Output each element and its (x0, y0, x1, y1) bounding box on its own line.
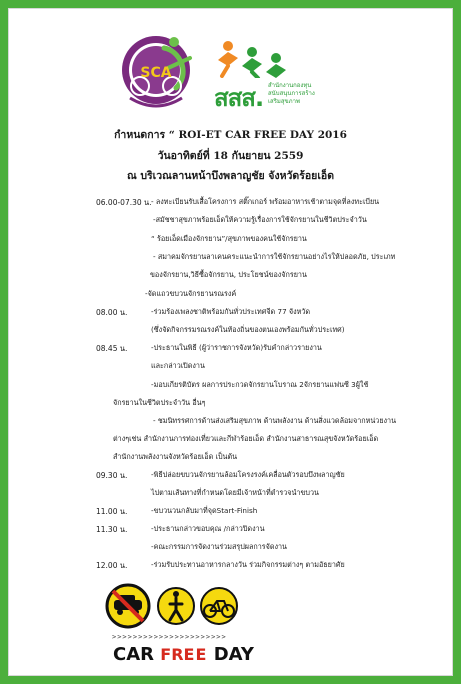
schedule-line: ต่างๆเช่น สำนักงานการท่องเที่ยวและกีฬาร้อยเอ็ด สำนักงานสาธารณสุขจังหวัดร้อยเอ็ด (113, 434, 379, 443)
sss-tagline: สำนักงานกองทุนสนับสนุนการสร้างเสริมสุขภาพ (268, 82, 315, 105)
schedule-line: จักรยานในชีวิตประจำวัน อื่นๆ (113, 398, 206, 407)
schedule-time: 09.30 น. (96, 471, 128, 480)
schedule-line: - สมาคมจักรยานลาเคนคระแนะนำการใช้จักรยานอย่างไรให้ปลอดภัย, ประเภท (153, 252, 396, 261)
event-venue: ณ บริเวณลานหน้าบึงพลาญชัย จังหวัดร้อยเอ็ด (126, 170, 335, 182)
pedestrian-icon (158, 588, 194, 624)
sca-logo-text: SCA (140, 65, 172, 81)
schedule-line: ไปตามเส้นทางที่กำหนดโดยมีเจ้าหน้าที่ตำรวจนำขบวน (151, 488, 319, 497)
sss-logo (214, 38, 332, 112)
schedule-line: - ลงทะเบียนรับเสื้อโครงการ สติ๊กเกอร์ พร้อมอาหารเช้าตามจุดที่ลงทะเบียน (151, 197, 380, 206)
schedule-time: 12.00 น. (96, 561, 128, 570)
schedule-line: (ซึ่งจัดกิจกรรมรณรงค์ในท้องถิ่นของตนเองพร้อมกันทั่วประเทศ) (151, 325, 345, 334)
event-date: วันอาทิตย์ที่ 18 กันยายน 2559 (157, 150, 304, 162)
schedule-line: -ขบวนวนกลับมาที่จุดStart-Finish (151, 506, 258, 515)
bicycle-icon (201, 588, 237, 624)
sss-figures-icon (214, 38, 332, 78)
schedule-line: -ประธานในพิธี (ผู้ว่าราชการจังหวัด)รับคำกล่าวรายงาน (151, 343, 322, 352)
schedule-line: -ร่วมรับประทานอาหารกลางวัน ร่วมกิจกรรมต่างๆ ตามอัธยาศัย (151, 560, 345, 569)
schedule-time: 11.00 น. (96, 507, 128, 516)
schedule-line: -คณะกรรมการจัดงานร่วมสรุปผลการจัดงาน (151, 542, 287, 551)
schedule-line: -ประธานกล่าวขอบคุณ /กล่าวปิดงาน (151, 524, 265, 533)
schedule-line: และกล่าวเปิดงาน (151, 361, 205, 370)
no-car-icon (107, 585, 149, 627)
schedule-line: “ ร้อยเอ็ดเมืองจักรยาน”/สุขภาพของคนใช้จักรยาน (151, 234, 307, 243)
car-free-day-icons (104, 582, 244, 632)
sss-logo-text: สสส. (214, 84, 264, 112)
schedule-line: -สมัชชาสุขภาพร้อยเอ็ดให้ความรู้เรื่องการใช้จักรยานในชีวิตประจำวัน (153, 215, 367, 224)
car-free-day-arrows: >>>>>>>>>>>>>>>>>>>>>> (112, 633, 227, 641)
wordmark-fr: FR (160, 645, 184, 664)
schedule-time: 11.30 น. (96, 525, 128, 534)
sca-logo (116, 28, 202, 110)
schedule-line: - ชมนิทรรศการด้านส่งเสริมสุขภาพ ด้านพลังงาน ด้านสิ่งแวดล้อมจากหน่วยงาน (153, 416, 397, 425)
schedule-time: 08.00 น. (96, 308, 128, 317)
schedule-time: 08.45 น. (96, 344, 128, 353)
schedule-time: 06.00-07.30 น. (96, 198, 152, 207)
schedule-line: -ร่วมร้องเพลงชาติพร้อมกันทั่วประเทศจีด 77 จังหวัด (151, 307, 311, 316)
schedule-title: กำหนดการ “ ROI-ET CAR FREE DAY 2016 (114, 129, 347, 141)
wordmark-day: DAY (213, 644, 254, 665)
wordmark-ee: EE (183, 645, 208, 664)
schedule-line: -มอบเกียรติบัตร ผลการประกวดจักรยานโบราณ 2จักรยานแฟนซี 3ผู้ใช้ (151, 380, 369, 389)
car-free-day-wordmark (113, 644, 254, 665)
schedule-line: -จัดแถวขบวนจักรยานรณรงค์ (145, 289, 237, 298)
schedule-line: -พิธีปล่อยขบวนจักรยานล้อมโครงรงค์เคลื่อนตัวรอบบึงพลาญชัย (151, 470, 345, 479)
wordmark-car: CAR (113, 644, 155, 665)
schedule-line: ของจักรยาน,วิธีซื้อจักรยาน, ประโยชน์ของจักรยาน (150, 270, 307, 279)
schedule-line: สำนักงานพลังงานจังหวัดร้อยเอ็ด เป็นต้น (113, 452, 238, 461)
